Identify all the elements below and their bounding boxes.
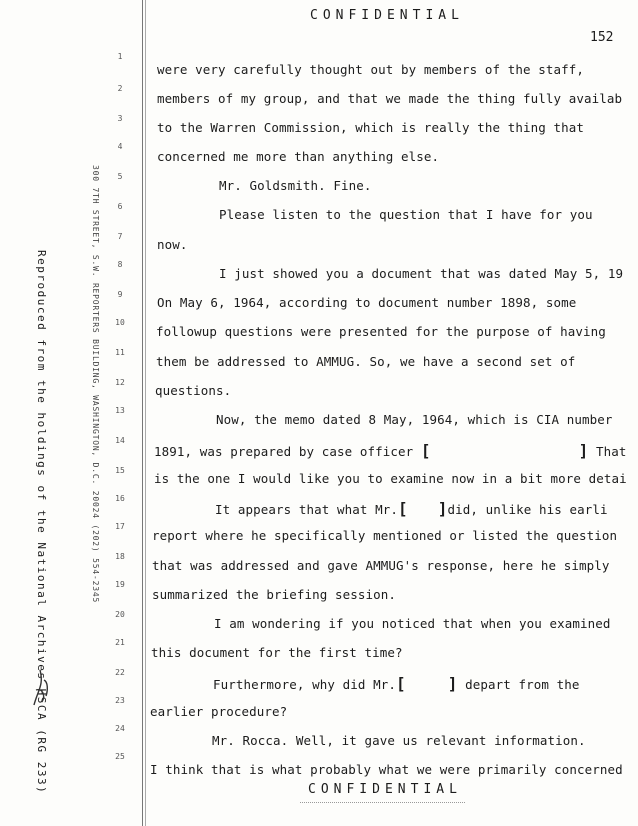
line-number: 4 [117, 142, 123, 151]
transcript-line: On May 6, 1964, according to document number 1898, some [157, 295, 577, 310]
transcript-line: to the Warren Commission, which is really the thing that [157, 120, 585, 135]
line-number: 16 [115, 494, 125, 503]
line-text-after: That [596, 444, 627, 459]
line-number: 21 [115, 638, 125, 647]
line-text-before: 1891, was prepared by case officer [154, 444, 414, 459]
line-text-before: Furthermore, why did Mr. [213, 677, 397, 692]
line-number: 24 [115, 724, 125, 733]
archive-reproduction-note: Reproduced from the holdings of the National Archives HSCA (RG 233) [35, 250, 48, 795]
line-text-after: depart from the [465, 677, 580, 692]
line-number: 12 [115, 378, 125, 387]
line-number: 17 [115, 522, 125, 531]
transcript-line: Please listen to the question that I have for you [219, 207, 593, 222]
line-number: 3 [117, 114, 123, 123]
page-number: 152 [590, 30, 614, 45]
transcript-line: questions. [155, 383, 232, 398]
line-number: 14 [115, 436, 125, 445]
line-number: 25 [115, 752, 125, 761]
transcript-line: followup questions were presented for the purpose of having [156, 324, 606, 339]
line-number: 23 [115, 696, 125, 705]
line-number: 9 [117, 290, 123, 299]
margin-rule-inner [145, 0, 146, 826]
transcript-line: is the one I would like you to examine now in a bit more detai [154, 471, 627, 486]
line-number: 20 [115, 610, 125, 619]
line-number: 5 [117, 172, 123, 181]
reporter-address-note: 300 7TH STREET, S.W. REPORTERS BUILDING, WASHINGTON, D.C. 20024 (202) 554-2345 [91, 165, 100, 604]
transcript-line: I think that is what probably what we were primarily concerned [150, 762, 623, 777]
transcript-line: earlier procedure? [150, 704, 288, 719]
transcript-line: Mr. Goldsmith. Fine. [219, 178, 372, 193]
redaction-bracket-open: [ [420, 441, 431, 460]
transcript-line: that was addressed and gave AMMUG's response, here he simply [152, 558, 610, 573]
line-number: 6 [117, 202, 123, 211]
redaction-bracket-close: ] [578, 441, 589, 460]
line-number: 18 [115, 552, 125, 561]
transcript-line: concerned me more than anything else. [157, 149, 440, 164]
redaction-bracket-open: [ [396, 674, 406, 693]
footer-classification: CONFIDENTIAL [308, 782, 462, 797]
redaction-bracket-open: [ [398, 499, 408, 518]
line-number: 15 [115, 466, 125, 475]
line-text-before: It appears that what Mr. [215, 502, 399, 517]
line-number: 19 [115, 580, 125, 589]
redaction-bracket-close: ] [437, 499, 448, 518]
line-number: 10 [115, 318, 125, 327]
transcript-line: were very carefully thought out by members of the staff, [157, 62, 585, 77]
footer-rule [300, 802, 465, 806]
handwritten-initials [30, 660, 52, 710]
line-text-after: did, unlike his earli [447, 502, 608, 517]
transcript-line: Mr. Rocca. Well, it gave us relevant information. [212, 733, 586, 748]
line-number: 2 [117, 84, 123, 93]
transcript-line-redacted [215, 499, 608, 518]
margin-rule [142, 0, 143, 826]
line-number: 7 [117, 232, 123, 241]
redaction-bracket-close: ] [447, 674, 458, 693]
transcript-line: this document for the first time? [151, 645, 403, 660]
transcript-line: report where he specifically mentioned or listed the question [152, 528, 618, 543]
line-number: 8 [117, 260, 123, 269]
line-number: 22 [115, 668, 125, 677]
transcript-line: them be addressed to AMMUG. So, we have a second set of [156, 354, 576, 369]
transcript-line: Now, the memo dated 8 May, 1964, which is CIA number [216, 412, 613, 427]
line-number: 13 [115, 406, 125, 415]
transcript-line: I just showed you a document that was dated May 5, 19 [219, 266, 624, 281]
header-classification: CONFIDENTIAL [310, 8, 464, 23]
transcript-line-redacted [154, 441, 627, 460]
transcript-line: now. [157, 237, 188, 252]
transcript-line: I am wondering if you noticed that when you examined [214, 616, 611, 631]
transcript-line: summarized the briefing session. [152, 587, 397, 602]
transcript-line-redacted [213, 674, 580, 693]
line-number: 11 [115, 348, 125, 357]
transcript-line: members of my group, and that we made the thing fully availab [157, 91, 623, 106]
line-number: 1 [117, 52, 123, 61]
